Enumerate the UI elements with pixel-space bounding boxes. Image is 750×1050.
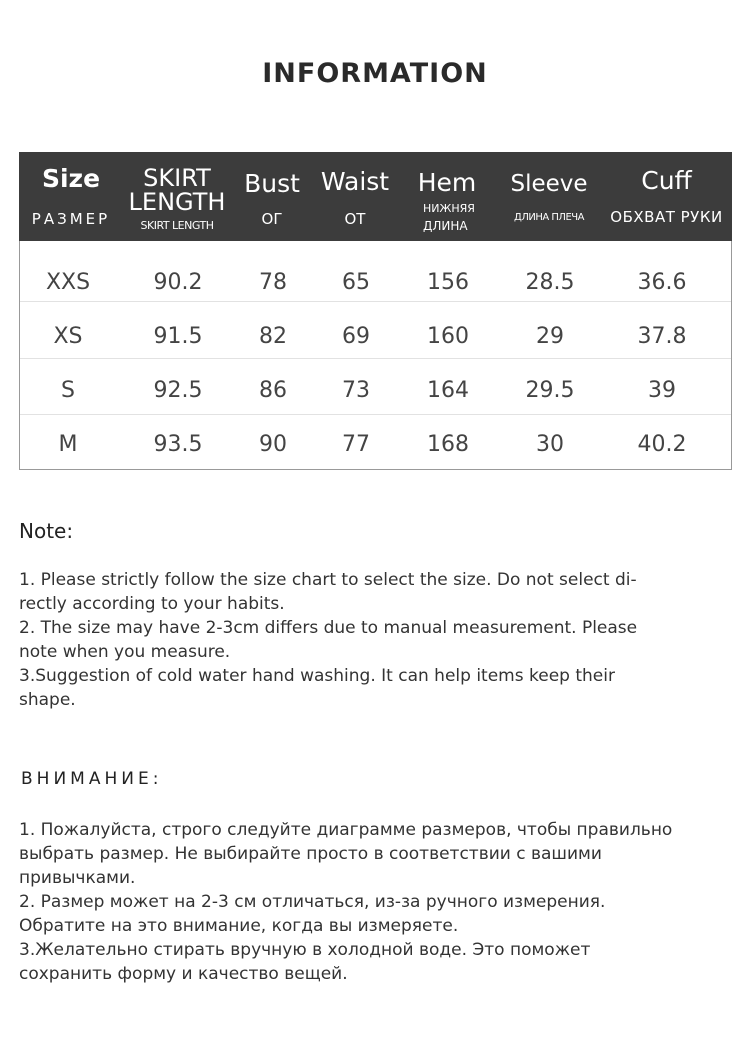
header-hem-sublabel-2: ДЛИНА <box>423 219 468 233</box>
note-line: rectly according to your habits. <box>19 594 285 614</box>
cell-hem: 168 <box>427 432 469 457</box>
attention-heading: ВНИМАНИЕ: <box>21 769 163 789</box>
header-hem-sublabel: НИЖНЯЯ <box>423 202 475 215</box>
header-skirt-label: SKIRT <box>143 164 211 192</box>
cell-hem: 160 <box>427 324 469 349</box>
header-skirt-length <box>123 152 231 241</box>
cell-bust: 78 <box>259 270 287 295</box>
cell-waist: 77 <box>342 432 370 457</box>
note-heading: Note: <box>19 519 74 543</box>
row-divider <box>20 358 731 359</box>
cell-cuff: 40.2 <box>637 432 687 457</box>
header-waist-label: Waist <box>320 167 390 196</box>
attention-line: 3.Желательно стирать вручную в холодной воде. Это поможет <box>19 940 591 960</box>
cell-cuff: 37.8 <box>637 324 687 349</box>
header-hem <box>397 152 497 241</box>
row-divider <box>20 414 731 415</box>
cell-bust: 82 <box>259 324 287 349</box>
cell-bust: 90 <box>259 432 287 457</box>
header-size-label: Size <box>41 164 101 193</box>
header-cuff-sublabel: ОБХВАТ РУКИ <box>610 208 723 226</box>
attention-line: 1. Пожалуйста, строго следуйте диаграмме размеров, чтобы правильно <box>19 820 673 840</box>
header-cuff <box>601 152 732 241</box>
header-sleeve-sublabel: ДЛИНА ПЛЕЧА <box>514 212 584 223</box>
table-header <box>19 152 732 241</box>
cell-size: XXS <box>45 270 91 295</box>
page-title: INFORMATION <box>262 58 488 89</box>
header-skirt-sublabel: SKIRT LENGTH <box>140 219 214 232</box>
header-cuff-label: Cuff <box>641 166 692 195</box>
header-bust <box>231 152 313 241</box>
cell-cuff: 39 <box>648 378 676 403</box>
header-length-label: LENGTH <box>128 188 226 216</box>
note-line: 1. Please strictly follow the size chart to select the size. Do not select di- <box>19 570 637 590</box>
header-bust-label: Bust <box>244 169 300 198</box>
cell-skirt-length: 91.5 <box>153 324 203 349</box>
header-size-sublabel: РАЗМЕР <box>31 210 111 228</box>
note-text <box>19 568 719 712</box>
cell-skirt-length: 92.5 <box>153 378 203 403</box>
size-chart-table <box>19 152 732 470</box>
header-sleeve <box>497 152 601 241</box>
attention-text <box>19 818 719 986</box>
header-hem-label: Hem <box>417 168 477 197</box>
cell-sleeve: 28.5 <box>525 270 575 295</box>
cell-cuff: 36.6 <box>637 270 687 295</box>
table-row <box>20 418 731 472</box>
cell-waist: 69 <box>342 324 370 349</box>
header-sleeve-label: Sleeve <box>510 171 588 197</box>
cell-sleeve: 30 <box>536 432 564 457</box>
cell-waist: 73 <box>342 378 370 403</box>
table-row <box>20 364 731 418</box>
note-line: note when you measure. <box>19 642 231 662</box>
header-waist <box>313 152 397 241</box>
cell-hem: 156 <box>427 270 469 295</box>
note-line: 3.Suggestion of cold water hand washing. It can help items keep their <box>19 666 615 686</box>
cell-bust: 86 <box>259 378 287 403</box>
note-line: shape. <box>19 690 76 710</box>
header-bust-sublabel: ОГ <box>261 210 283 228</box>
cell-waist: 65 <box>342 270 370 295</box>
cell-size: XS <box>53 324 83 349</box>
cell-size: M <box>58 432 78 457</box>
attention-line: Обратите на это внимание, когда вы измеряете. <box>19 916 459 936</box>
attention-line: выбрать размер. Не выбирайте просто в соответствии с вашими <box>19 844 602 864</box>
note-line: 2. The size may have 2-3cm differs due to manual measurement. Please <box>19 618 638 638</box>
table-row <box>20 310 731 364</box>
attention-line: привычками. <box>19 868 136 888</box>
header-waist-sublabel: ОТ <box>344 210 366 228</box>
cell-sleeve: 29 <box>536 324 564 349</box>
attention-line: 2. Размер может на 2-3 см отличаться, из-за ручного измерения. <box>19 892 606 912</box>
cell-sleeve: 29.5 <box>525 378 575 403</box>
cell-skirt-length: 90.2 <box>153 270 203 295</box>
header-size <box>19 152 123 241</box>
row-divider <box>20 301 731 302</box>
cell-hem: 164 <box>427 378 469 403</box>
cell-size: S <box>61 378 75 403</box>
cell-skirt-length: 93.5 <box>153 432 203 457</box>
attention-line: сохранить форму и качество вещей. <box>19 964 348 984</box>
